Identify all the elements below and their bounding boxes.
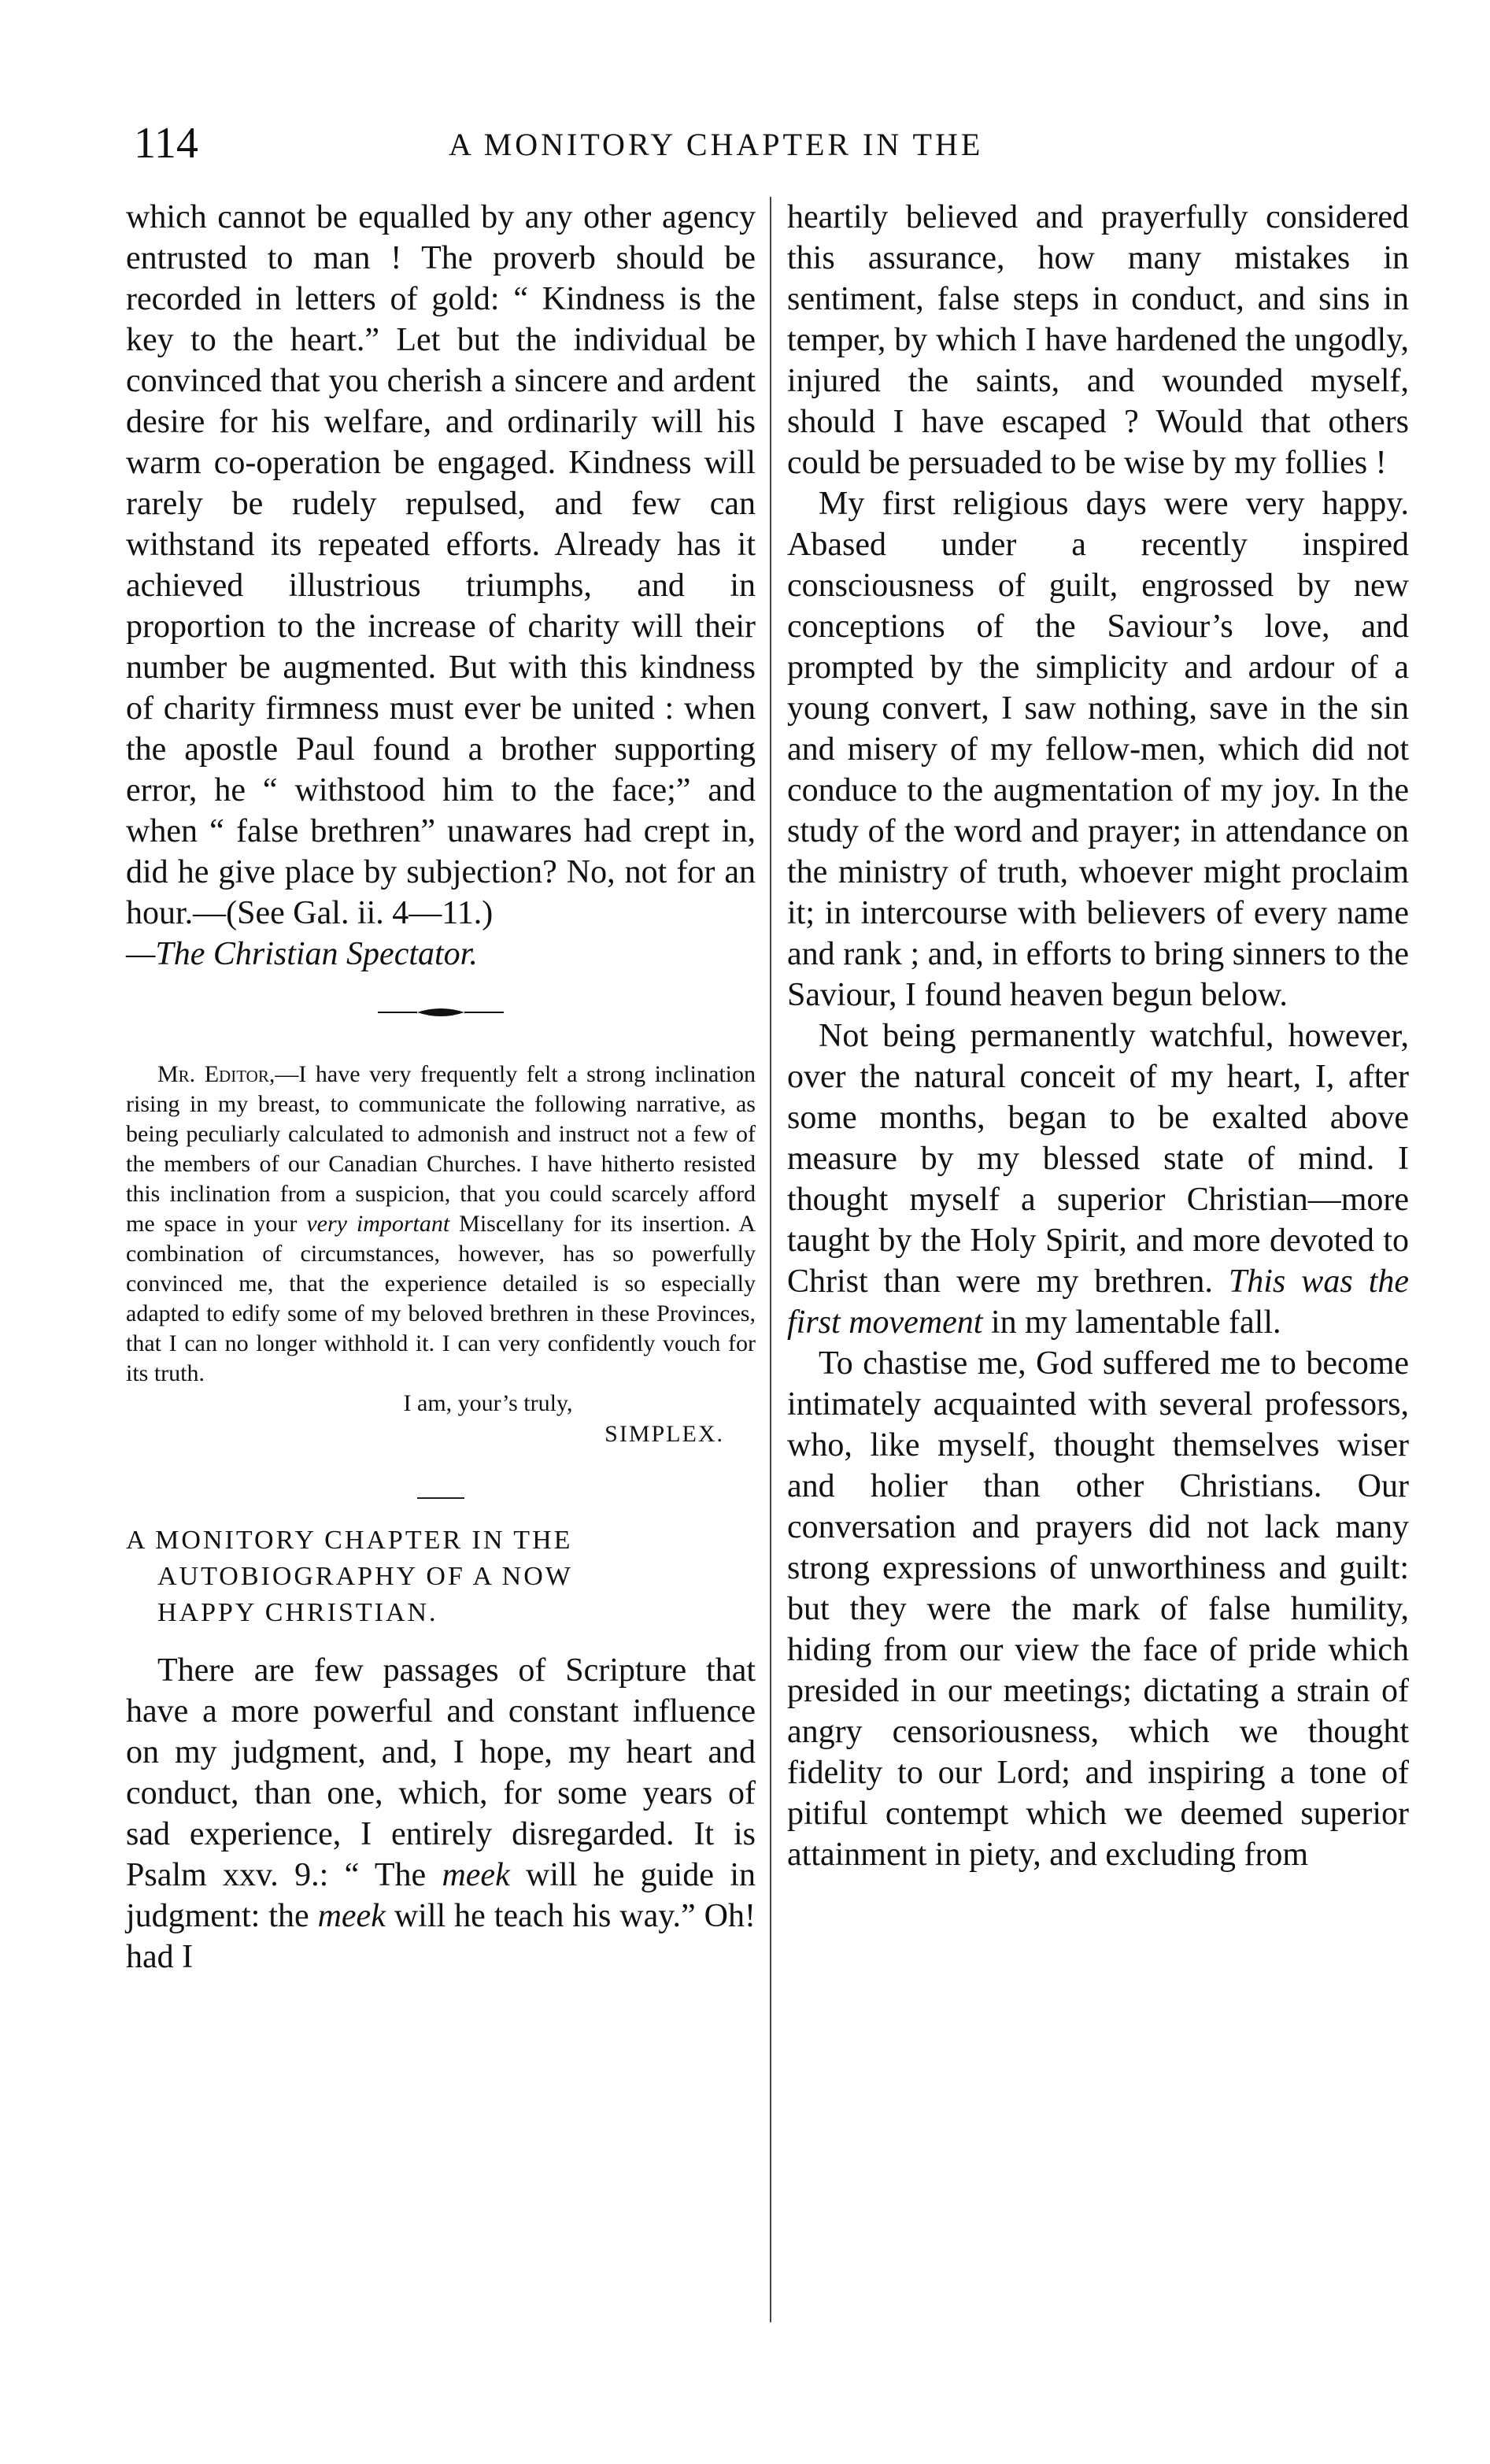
column-divider (770, 197, 771, 2322)
letter-text-1: —I have very frequently felt a strong inclination rising in my breast, to communicate the following narrative, as being peculiarly calculated to admonish and instruct not a few of the members of our Canadian Churches. I have hitherto resisted this inclination from a suspicion, that you could scarcely afford me space in your (126, 1061, 756, 1237)
p2-italic-2: meek (317, 1898, 386, 1934)
page-header (118, 118, 1377, 173)
section-title (126, 1522, 756, 1631)
attribution: —The Christian Spectator. (126, 936, 478, 972)
letter-salutation: Mr. Editor, (157, 1061, 275, 1087)
right-paragraph-4: To chastise me, God suffered me to become intimately acquainted with several professors, who, like myself, thought themselves wiser and holier than other Christians. Our conversation and prayers did not lack many strong expressions of unworthiness and guilt: but they were the mark of false humility, hiding from our view the face of pride which presided in our meetings; dictating a strain of angry censoriousness, which we thought fidelity to our Lord; and inspiring a tone of pitiful contempt which we deemed superior attainment in piety, and excluding from (787, 1345, 1409, 1873)
right-paragraph-2: My first religious days were very happy. Abased under a recently inspired consciousness of guilt, engrossed by new conceptions of the Saviour’s love, and prompted by the simplicity and ardour of a young convert, I saw nothing, save in the sin and misery of my fellow-men, which did not conduce to the augmentation of my joy. In the study of the word and prayer; in attendance on the ministry of truth, whoever might proclaim it; in intercourse with believers of every name and rank ; and, in efforts to bring sinners to the Saviour, I found heaven begun below. (787, 486, 1409, 1013)
section-title-line-2: AUTOBIOGRAPHY OF A NOW (157, 1562, 573, 1591)
letter-text-2: Miscellany for its insertion. A combination of circumstances, however, has so powerfully convinced me, that the experience detailed is so especially adapted to edify some of my beloved brethren in these Provinces, that I can no longer withhold it. I can very confidently vouch for its truth. (126, 1211, 756, 1386)
p3-text-1: Not being permanently watchful, however, over the natural conceit of my heart, I, after some months, began to be exalted above measure by my blessed state of mind. I thought myself a superior Christian—more taught by the Holy Spirit, and more devoted to Christ than were my brethren. (787, 1018, 1409, 1300)
p3-italic: This was the first movement (787, 1263, 1410, 1341)
right-paragraph-1: heartily believed and prayerfully considered this assurance, how many mistakes in sentiment, false steps in conduct, and sins in temper, by which I have hardened the ungodly, injured the saints, and wounded myself, should I have escaped ? Would that others could be persuaded to be wise by my follies ! (787, 199, 1409, 481)
page-number: 114 (134, 119, 198, 168)
letter-body (126, 1060, 756, 1389)
editor-letter (126, 1060, 756, 1450)
p3-text-2: in my lamentable fall. (982, 1304, 1281, 1341)
p2-italic-1: meek (442, 1857, 510, 1893)
ornament-divider (126, 1004, 756, 1028)
section-title-line-1: A MONITORY CHAPTER IN THE (126, 1526, 573, 1555)
left-paragraph-1: which cannot be equalled by any other agency entrusted to man ! The proverb should be recorded in letters of gold: “ Kindness is the key to the heart.” Let but the individual be convinced that you cherish a sincere and ardent desire for his welfare, and ordinarily will his warm co-operation be engaged. Kindness will rarely be rudely repulsed, and few can withstand its repeated efforts. Already has it achieved illustrious triumphs, and in proportion to the increase of charity will their number be augmented. But with this kindness of charity firmness must ever be united : when the apostle Paul found a brother supporting error, he “ withstood him to the face;” and when “ false brethren” unawares had crept in, did he give place by subjection? No, not for an hour.—(See Gal. ii. 4—11.) (126, 199, 756, 931)
right-paragraph-3 (787, 1016, 1409, 1343)
right-column (787, 197, 1409, 1875)
letter-signature: SIMPLEX. (605, 1421, 724, 1447)
section-title-line-3: HAPPY CHRISTIAN. (157, 1598, 438, 1627)
letter-closing: I am, your’s truly, (403, 1390, 573, 1416)
short-rule (417, 1497, 464, 1499)
ornament-icon (378, 1004, 504, 1020)
letter-text-italic: very important (306, 1211, 450, 1237)
left-column (126, 197, 756, 1977)
left-paragraph-2 (126, 1650, 756, 1977)
p2-text-1: There are few passages of Scripture that have a more powerful and constant influence on my judgment, and, I hope, my heart and conduct, than one, which, for some years of sad experience, I entirely disregarded. It is Psalm xxv. 9.: “ The (126, 1652, 756, 1893)
p2-text-2: will he guide in judgment: the (126, 1857, 756, 1934)
p2-text-3: will he teach his way.” Oh! had I (126, 1898, 756, 1975)
running-head: A MONITORY CHAPTER IN THE (449, 127, 984, 162)
